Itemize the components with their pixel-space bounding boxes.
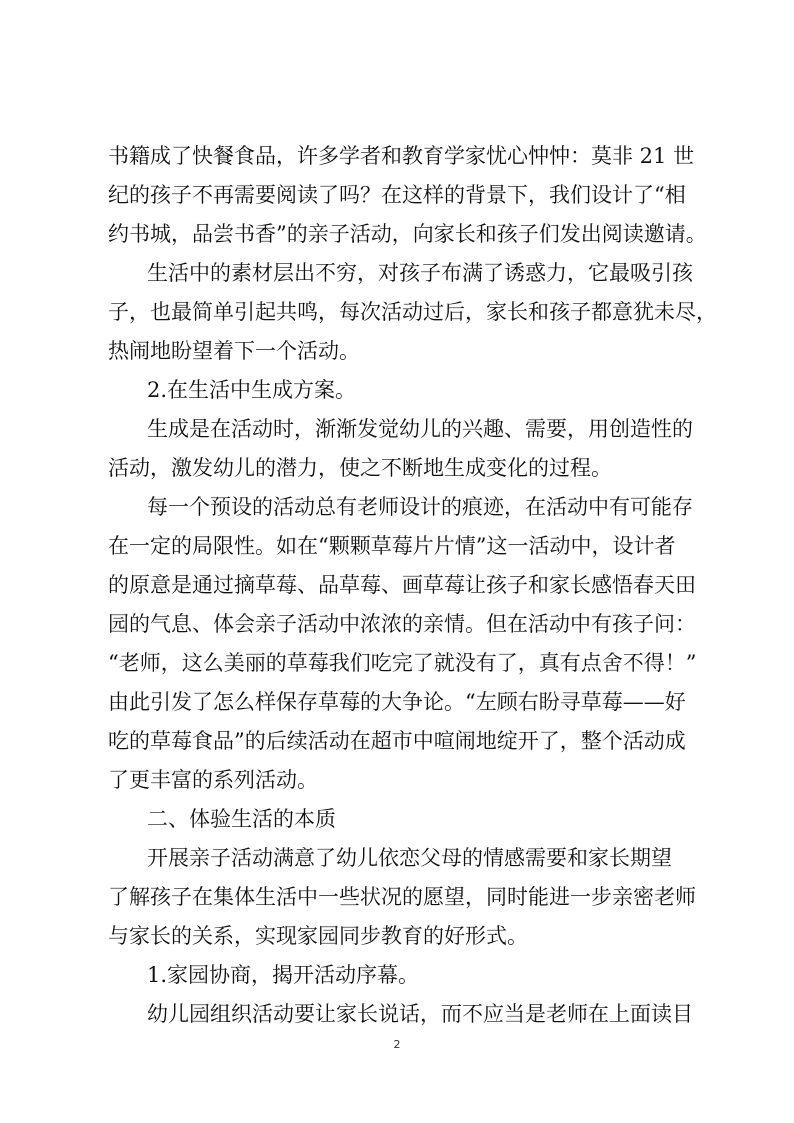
text-line: 纪的孩子不再需要阅读了吗？在这样的背景下，我们设计了“相 bbox=[108, 183, 686, 207]
paragraph-first-line: 开展亲子活动满意了幼儿依恋父母的情感需要和家长期望 bbox=[147, 846, 672, 870]
text-line: 子，也最简单引起共鸣，每次活动过后，家长和孩子都意犹未尽， bbox=[108, 300, 717, 324]
text-line: 热闹地盼望着下一个活动。 bbox=[108, 339, 360, 363]
paragraph-first-line: 每一个预设的活动总有老师设计的痕迹，在活动中有可能存 bbox=[147, 495, 693, 519]
text-line: 在一定的局限性。如在“颗颗草莓片片情”这一活动中，设计者 bbox=[108, 534, 676, 558]
text-line: “老师，这么美丽的草莓我们吃完了就没有了，真有点舍不得！” bbox=[108, 651, 697, 675]
text-line: 了更丰富的系列活动。 bbox=[108, 768, 318, 792]
text-line: 了解孩子在集体生活中一些状况的愿望，同时能进一步亲密老师 bbox=[108, 885, 696, 909]
section-subheading: 2.在生活中生成方案。 bbox=[147, 378, 357, 402]
paragraph-first-line: 生成是在活动时，渐渐发觉幼儿的兴趣、需要，用创造性的 bbox=[147, 417, 693, 441]
section-heading: 二、体验生活的本质 bbox=[147, 807, 336, 831]
text-line: 与家长的关系，实现家园同步教育的好形式。 bbox=[108, 924, 528, 948]
text-line: 园的气息、体会亲子活动中浓浓的亲情。但在活动中有孩子问： bbox=[108, 612, 696, 636]
text-line: 吃的草莓食品”的后续活动在超市中喧闹地绽开了，整个活动成 bbox=[108, 729, 686, 753]
paragraph-first-line: 幼儿园组织活动要让家长说话，而不应当是老师在上面读目 bbox=[147, 1002, 693, 1026]
text-line: 的原意是通过摘草莓、品草莓、画草莓让孩子和家长感悟春天田 bbox=[108, 573, 696, 597]
text-line: 活动，激发幼儿的潜力，使之不断地生成变化的过程。 bbox=[108, 456, 612, 480]
page-number: 2 bbox=[393, 1038, 401, 1051]
text-line: 由此引发了怎么样保存草莓的大争论。“左顾右盼寻草莓——好 bbox=[108, 690, 686, 714]
text-line: 书籍成了快餐食品，许多学者和教育学家忧心忡忡：莫非 21 世 bbox=[108, 144, 695, 168]
paragraph-first-line: 生活中的素材层出不穷，对孩子布满了诱惑力，它最吸引孩 bbox=[147, 261, 693, 285]
text-line: 约书城，品尝书香”的亲子活动，向家长和孩子们发出阅读邀请。 bbox=[108, 222, 707, 246]
section-subheading: 1.家园协商，揭开活动序幕。 bbox=[147, 963, 420, 987]
